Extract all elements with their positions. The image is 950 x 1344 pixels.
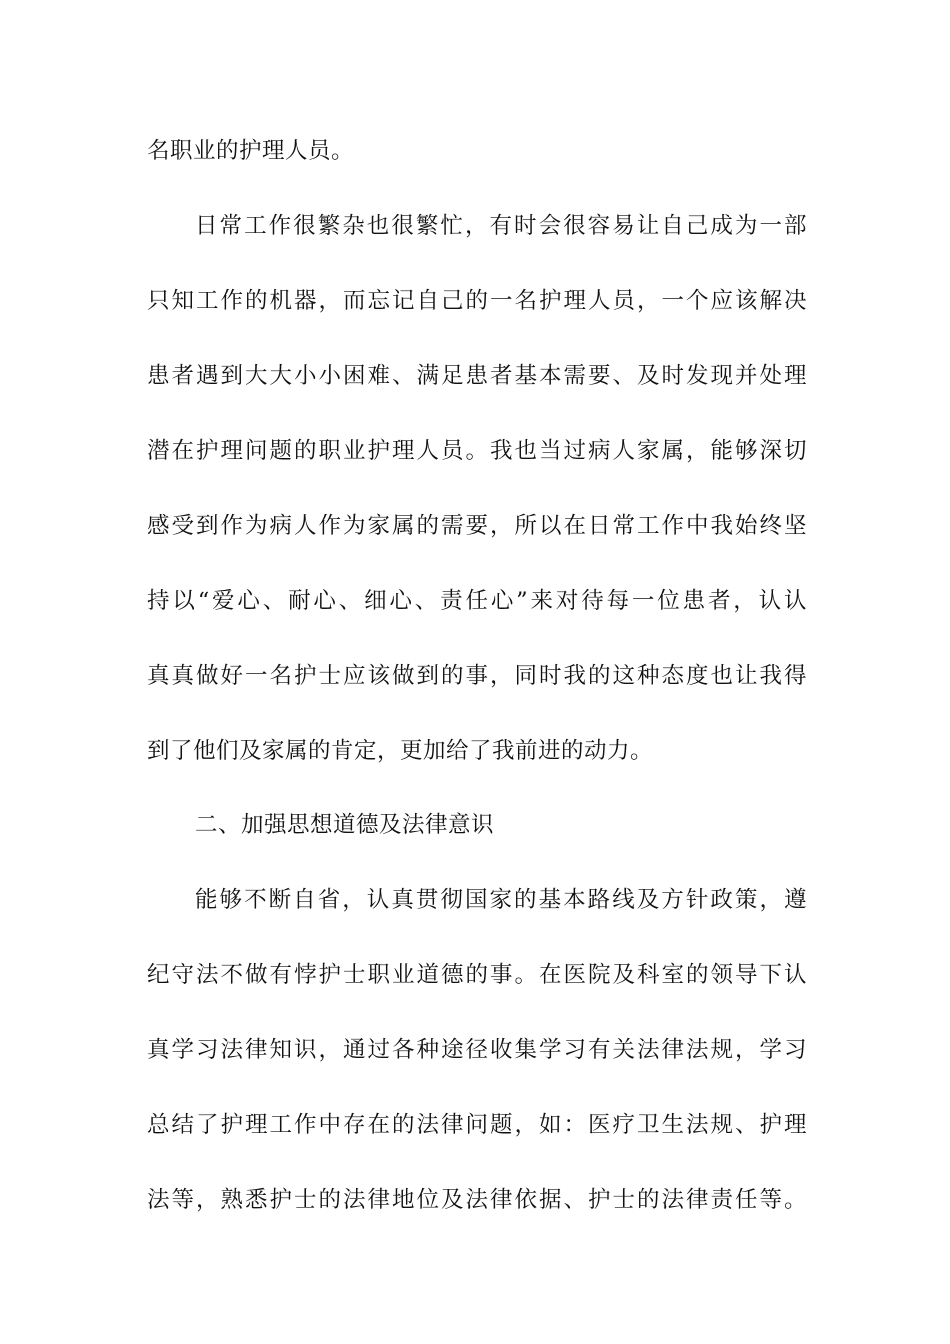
text-line: 真学习法律知识，通过各种途径收集学习有关法律法规，学习: [147, 1037, 807, 1063]
text-line: 法等，熟悉护士的法律地位及法律依据、护士的法律责任等。: [147, 1187, 807, 1213]
paragraph-first-line: 日常工作很繁杂也很繁忙，有时会很容易让自己成为一部: [195, 213, 807, 239]
text-line: 总结了护理工作中存在的法律问题，如：医疗卫生法规、护理: [147, 1112, 807, 1138]
text-line: 只知工作的机器，而忘记自己的一名护理人员，一个应该解决: [147, 288, 807, 314]
text-line: 纪守法不做有悖护士职业道德的事。在医院及科室的领导下认: [147, 962, 807, 988]
text-line: 感受到作为病人作为家属的需要，所以在日常工作中我始终坚: [147, 513, 807, 539]
text-line: 潜在护理问题的职业护理人员。我也当过病人家属，能够深切: [147, 438, 807, 464]
text-line: 到了他们及家属的肯定，更加给了我前进的动力。: [147, 738, 654, 764]
section-heading: 二、加强思想道德及法律意识: [195, 812, 495, 838]
text-line: 患者遇到大大小小困难、满足患者基本需要、及时发现并处理: [147, 363, 807, 389]
text-line: 持以“爱心、耐心、细心、责任心”来对待每一位患者，认认: [147, 588, 807, 614]
paragraph-first-line: 能够不断自省，认真贯彻国家的基本路线及方针政策，遵: [195, 887, 807, 913]
text-line: 名职业的护理人员。: [147, 138, 355, 164]
text-line: 真真做好一名护士应该做到的事，同时我的这种态度也让我得: [147, 663, 807, 689]
